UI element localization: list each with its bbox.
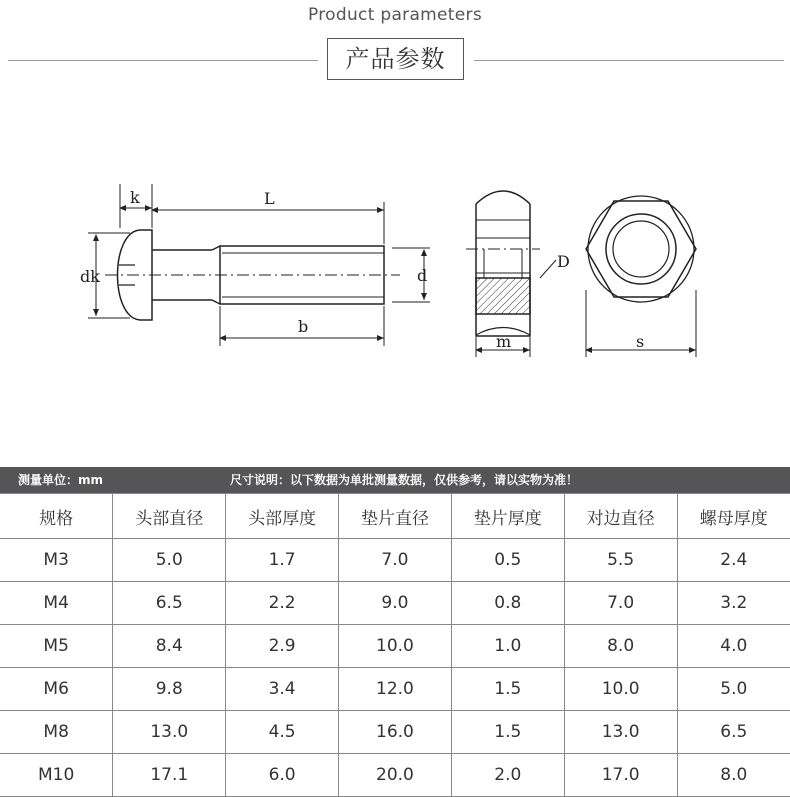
value-cell: 10.0 [564, 668, 677, 711]
header-cell: 头部直径 [113, 494, 226, 539]
technical-drawing [0, 150, 790, 390]
value-cell: 1.5 [451, 668, 564, 711]
spec-cell: M6 [0, 668, 113, 711]
value-cell: 3.2 [677, 582, 790, 625]
value-cell: 6.0 [226, 754, 339, 797]
value-cell: 9.8 [113, 668, 226, 711]
spec-cell: M5 [0, 625, 113, 668]
value-cell: 17.0 [564, 754, 677, 797]
screw-side-view [88, 184, 430, 346]
divider-right [474, 60, 784, 61]
value-cell: 5.0 [113, 539, 226, 582]
value-cell: 4.0 [677, 625, 790, 668]
value-cell: 8.0 [564, 625, 677, 668]
value-cell: 2.9 [226, 625, 339, 668]
dim-label-dk: dk [80, 267, 100, 286]
value-cell: 8.0 [677, 754, 790, 797]
table-header-row [0, 494, 790, 539]
value-cell: 1.7 [226, 539, 339, 582]
header-cell: 垫片直径 [339, 494, 452, 539]
dim-label-k: k [130, 188, 140, 207]
header-cell: 规格 [0, 494, 113, 539]
table-row [0, 754, 790, 797]
value-cell: 4.5 [226, 711, 339, 754]
table-row [0, 539, 790, 582]
dim-label-b: b [298, 317, 309, 336]
value-cell: 5.5 [564, 539, 677, 582]
parameter-table [0, 493, 790, 797]
header-cell: 对边直径 [564, 494, 677, 539]
dim-label-s: s [636, 332, 645, 351]
measurement-unit: 测量单位：mm [18, 473, 104, 487]
value-cell: 6.5 [677, 711, 790, 754]
dim-label-d: d [417, 266, 428, 285]
value-cell: 2.2 [226, 582, 339, 625]
value-cell: 13.0 [113, 711, 226, 754]
value-cell: 17.1 [113, 754, 226, 797]
value-cell: 7.0 [339, 539, 452, 582]
value-cell: 16.0 [339, 711, 452, 754]
value-cell: 7.0 [564, 582, 677, 625]
value-cell: 10.0 [339, 625, 452, 668]
table-banner [0, 467, 790, 493]
value-cell: 5.0 [677, 668, 790, 711]
parameter-table-section [0, 467, 790, 797]
table-row [0, 711, 790, 754]
divider-left [8, 60, 318, 61]
value-cell: 6.5 [113, 582, 226, 625]
spec-cell: M10 [0, 754, 113, 797]
value-cell: 20.0 [339, 754, 452, 797]
value-cell: 3.4 [226, 668, 339, 711]
dim-label-D: D [557, 252, 570, 271]
value-cell: 1.0 [451, 625, 564, 668]
table-row [0, 625, 790, 668]
page-header [0, 0, 790, 100]
value-cell: 9.0 [339, 582, 452, 625]
screw-nut-diagram [0, 150, 790, 390]
page-subtitle: Product parameters [308, 5, 482, 25]
value-cell: 2.0 [451, 754, 564, 797]
size-note: 尺寸说明：以下数据为单批测量数据，仅供参考，请以实物为准！ [230, 473, 579, 487]
dim-label-m: m [496, 332, 512, 351]
table-row [0, 582, 790, 625]
value-cell: 12.0 [339, 668, 452, 711]
value-cell: 8.4 [113, 625, 226, 668]
value-cell: 0.8 [451, 582, 564, 625]
header-cell: 螺母厚度 [677, 494, 790, 539]
header-cell: 垫片厚度 [451, 494, 564, 539]
spec-cell: M3 [0, 539, 113, 582]
value-cell: 1.5 [451, 711, 564, 754]
table-row [0, 668, 790, 711]
spec-cell: M8 [0, 711, 113, 754]
page-title: 产品参数 [327, 38, 464, 80]
value-cell: 13.0 [564, 711, 677, 754]
spec-cell: M4 [0, 582, 113, 625]
value-cell: 0.5 [451, 539, 564, 582]
header-cell: 头部厚度 [226, 494, 339, 539]
dim-label-L: L [264, 189, 275, 208]
value-cell: 2.4 [677, 539, 790, 582]
